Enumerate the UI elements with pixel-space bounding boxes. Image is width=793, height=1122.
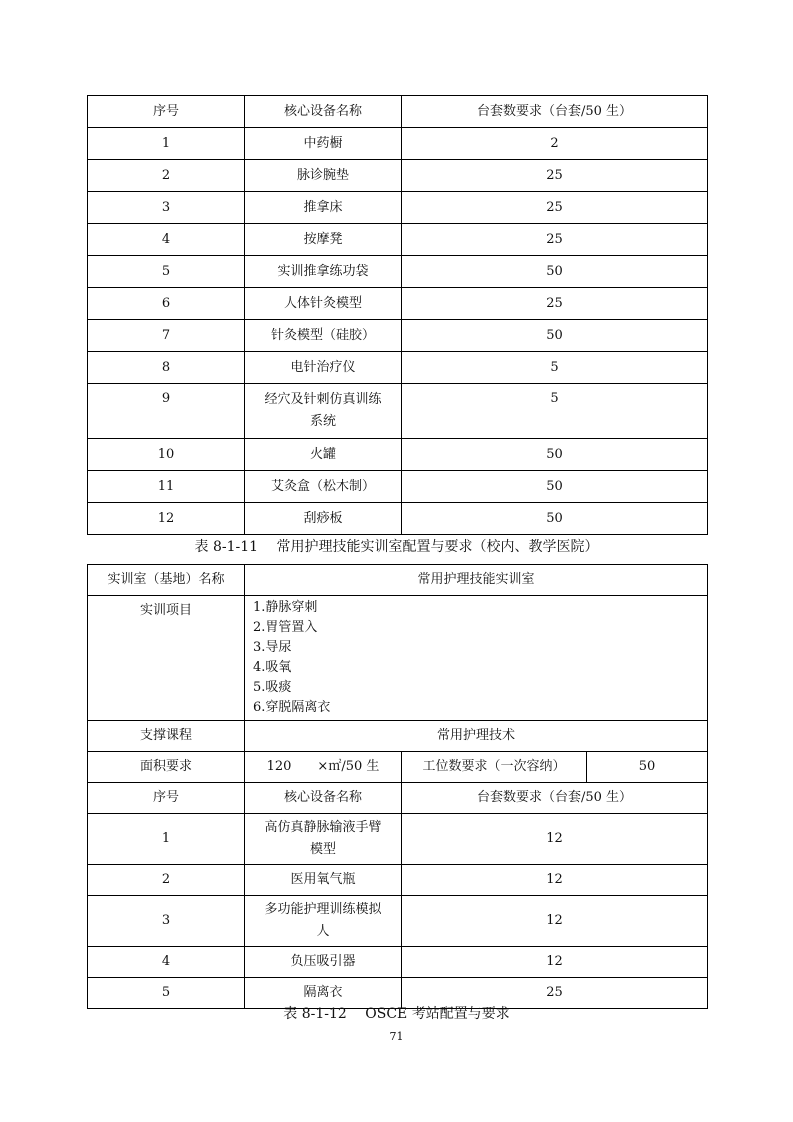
equipment-name: 隔离衣 — [245, 978, 402, 1009]
header-cell: 台套数要求（台套/50 生） — [402, 96, 708, 128]
table-row — [88, 256, 708, 288]
header-cell: 台套数要求（台套/50 生） — [402, 783, 708, 814]
project-item: 4.吸氧 — [253, 660, 292, 675]
equipment-count: 12 — [402, 814, 708, 865]
row-index: 3 — [88, 896, 245, 947]
table-row — [88, 439, 708, 471]
equipment-count: 12 — [402, 896, 708, 947]
table-row — [88, 471, 708, 503]
row-index: 10 — [88, 439, 245, 471]
row-index: 2 — [88, 160, 245, 192]
equipment-name: 针灸模型（硅胶） — [245, 320, 402, 352]
table-row — [88, 384, 708, 439]
equipment-name: 实训推拿练功袋 — [245, 256, 402, 288]
seats-label: 工位数要求（一次容纳） — [402, 752, 587, 783]
equipment-name: 高仿真静脉输液手臂模型 — [245, 814, 402, 865]
header-cell: 序号 — [88, 96, 245, 128]
projects-row — [88, 596, 708, 721]
equipment-count: 5 — [402, 352, 708, 384]
row-index: 1 — [88, 814, 245, 865]
header-cell: 序号 — [88, 783, 245, 814]
table-row — [88, 865, 708, 896]
table-header-row — [88, 783, 708, 814]
equipment-count: 50 — [402, 439, 708, 471]
table-row — [88, 352, 708, 384]
row-index: 11 — [88, 471, 245, 503]
room-label: 实训室（基地）名称 — [88, 565, 245, 596]
equipment-count: 50 — [402, 256, 708, 288]
equipment-count: 50 — [402, 320, 708, 352]
row-index: 5 — [88, 256, 245, 288]
project-item: 6.穿脱隔离衣 — [253, 700, 331, 715]
course-label: 支撑课程 — [88, 721, 245, 752]
project-item: 3.导尿 — [253, 640, 292, 655]
area-row — [88, 752, 708, 783]
equipment-name: 艾灸盒（松木制） — [245, 471, 402, 503]
room-value: 常用护理技能实训室 — [245, 565, 708, 596]
room-name-row — [88, 565, 708, 596]
equipment-name: 经穴及针刺仿真训练系统 — [245, 384, 402, 439]
header-cell: 核心设备名称 — [245, 96, 402, 128]
course-value: 常用护理技术 — [245, 721, 708, 752]
project-item: 5.吸痰 — [253, 680, 292, 695]
equipment-name: 脉诊腕垫 — [245, 160, 402, 192]
header-cell: 核心设备名称 — [245, 783, 402, 814]
equipment-count: 5 — [402, 384, 708, 439]
course-row — [88, 721, 708, 752]
equipment-name: 医用氧气瓶 — [245, 865, 402, 896]
row-index: 4 — [88, 224, 245, 256]
table-row — [88, 896, 708, 947]
equipment-name: 中药橱 — [245, 128, 402, 160]
page-number: 71 — [389, 1030, 404, 1043]
table-row — [88, 192, 708, 224]
equipment-name: 按摩凳 — [245, 224, 402, 256]
row-index: 3 — [88, 192, 245, 224]
equipment-count: 12 — [402, 947, 708, 978]
row-index: 7 — [88, 320, 245, 352]
equipment-name: 多功能护理训练模拟人 — [245, 896, 402, 947]
table-caption: 表 8-1-12 OSCE 考站配置与要求 — [283, 1006, 510, 1022]
equipment-count: 25 — [402, 192, 708, 224]
table-row — [88, 814, 708, 865]
table-row — [88, 320, 708, 352]
equipment-table-1 — [87, 95, 708, 535]
nursing-lab-table — [87, 564, 708, 1009]
projects-label: 实训项目 — [88, 596, 245, 721]
area-label: 面积要求 — [88, 752, 245, 783]
equipment-count: 25 — [402, 978, 708, 1009]
equipment-name: 电针治疗仪 — [245, 352, 402, 384]
seats-value: 50 — [587, 752, 708, 783]
row-index: 6 — [88, 288, 245, 320]
equipment-name: 负压吸引器 — [245, 947, 402, 978]
equipment-count: 12 — [402, 865, 708, 896]
table-row — [88, 128, 708, 160]
equipment-count: 25 — [402, 224, 708, 256]
row-index: 8 — [88, 352, 245, 384]
equipment-name: 火罐 — [245, 439, 402, 471]
equipment-count: 25 — [402, 160, 708, 192]
row-index: 5 — [88, 978, 245, 1009]
row-index: 2 — [88, 865, 245, 896]
project-item: 2.胃管置入 — [253, 620, 318, 635]
table-row — [88, 947, 708, 978]
equipment-name: 刮痧板 — [245, 503, 402, 535]
equipment-name: 推拿床 — [245, 192, 402, 224]
equipment-count: 50 — [402, 503, 708, 535]
table-row — [88, 160, 708, 192]
row-index: 12 — [88, 503, 245, 535]
row-index: 9 — [88, 384, 245, 439]
row-index: 4 — [88, 947, 245, 978]
table-caption: 表 8-1-11 常用护理技能实训室配置与要求（校内、教学医院） — [194, 539, 599, 555]
table-row — [88, 503, 708, 535]
equipment-name: 人体针灸模型 — [245, 288, 402, 320]
table-row — [88, 224, 708, 256]
equipment-count: 25 — [402, 288, 708, 320]
table-header-row — [88, 96, 708, 128]
project-item: 1.静脉穿刺 — [253, 600, 318, 615]
projects-list — [245, 596, 708, 721]
equipment-count: 50 — [402, 471, 708, 503]
table-row — [88, 288, 708, 320]
equipment-count: 2 — [402, 128, 708, 160]
area-value: 120 ×㎡/50 生 — [245, 752, 402, 783]
row-index: 1 — [88, 128, 245, 160]
